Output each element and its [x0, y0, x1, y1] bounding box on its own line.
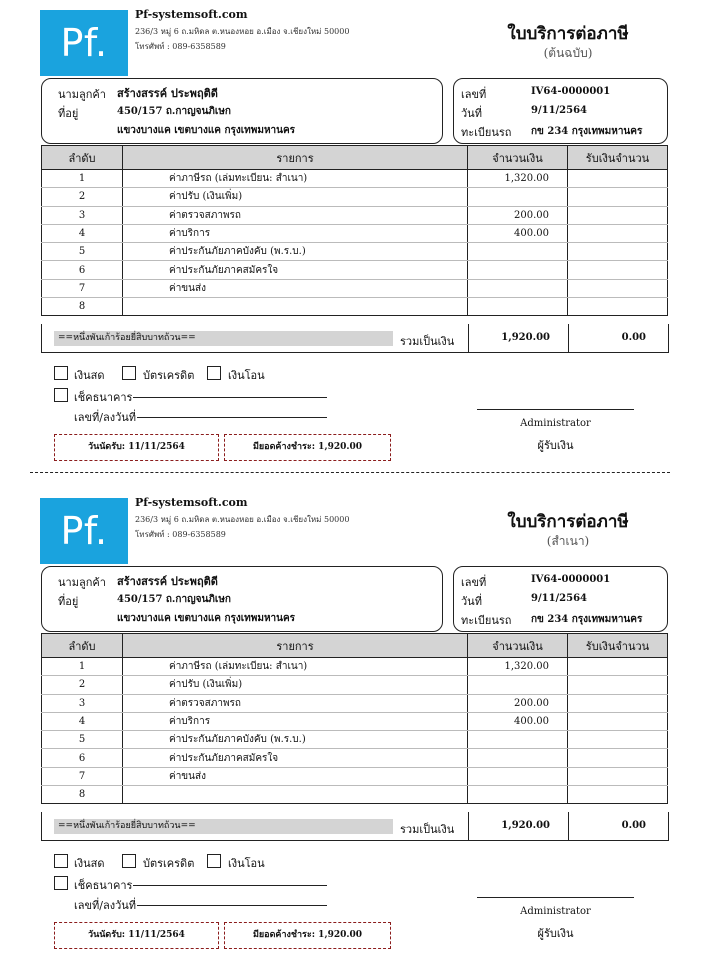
row-item: ค่าภาษีรถ (เล่มทะเบียน: สำเนา)	[123, 658, 468, 676]
copy-type: (ต้นฉบับ)	[543, 46, 593, 60]
outstanding-box: มียอดค้างชำระ: 1,920.00	[224, 922, 391, 949]
signer-name: Administrator	[520, 906, 591, 917]
row-received	[568, 749, 668, 767]
table-row	[42, 786, 668, 804]
row-received	[568, 206, 668, 224]
row-amount	[468, 243, 568, 261]
row-number: 6	[42, 749, 123, 767]
row-item: ค่าปรับ (เงินเพิ่ม)	[123, 188, 468, 206]
table-row	[42, 658, 668, 676]
customer-box	[41, 78, 443, 144]
document-title: ใบบริการต่อภาษี	[507, 512, 629, 532]
row-received	[568, 786, 668, 804]
cut-line	[30, 472, 670, 473]
row-amount: 1,320.00	[468, 170, 568, 188]
table-row	[42, 298, 668, 316]
company-name: Pf-systemsoft.com	[135, 496, 248, 509]
plate-label: ทะเบียนรถ	[461, 126, 512, 139]
company-phone: โทรศัพท์ : 089-6358589	[135, 42, 226, 51]
row-amount	[468, 261, 568, 279]
cheque-label: เช็คธนาคาร	[74, 879, 133, 892]
row-item	[123, 786, 468, 804]
row-item: ค่าตรวจสภาพรถ	[123, 206, 468, 224]
cash-label: เงินสด	[74, 857, 105, 870]
total-label: รวมเป็นเงิน	[400, 335, 455, 348]
plate-number: กข 234 กรุงเทพมหานคร	[531, 126, 643, 137]
invoice-number-label: เลขที่	[461, 88, 487, 101]
signer-role: ผู้รับเงิน	[537, 439, 574, 452]
invoice-info-box	[453, 78, 668, 144]
row-item	[123, 298, 468, 316]
row-number: 7	[42, 279, 123, 297]
customer-name: สร้างสรรค์ ประพฤติดี	[117, 575, 218, 588]
row-number: 8	[42, 786, 123, 804]
row-received	[568, 712, 668, 730]
row-received	[568, 243, 668, 261]
outstanding-box: มียอดค้างชำระ: 1,920.00	[224, 434, 391, 461]
customer-address-line1: 450/157 ถ.กาญจนภิเษก	[117, 106, 231, 117]
row-item: ค่าขนส่ง	[123, 279, 468, 297]
total-amount: 1,920.00	[468, 324, 568, 352]
cheque-bank-line[interactable]	[133, 885, 327, 886]
table-row	[42, 170, 668, 188]
row-number: 3	[42, 206, 123, 224]
plate-label: ทะเบียนรถ	[461, 614, 512, 627]
row-received	[568, 224, 668, 242]
row-amount	[468, 731, 568, 749]
amount-in-words: ==หนึ่งพันเก้าร้อยยี่สิบบาทถ้วน==	[54, 819, 393, 834]
header-amount: จำนวนเงิน	[468, 634, 568, 658]
row-received	[568, 694, 668, 712]
totals-row	[41, 324, 669, 353]
row-number: 6	[42, 261, 123, 279]
row-item: ค่าขนส่ง	[123, 767, 468, 785]
header-item: รายการ	[123, 146, 468, 170]
cash-checkbox[interactable]	[54, 854, 68, 868]
row-amount	[468, 188, 568, 206]
customer-address-label: ที่อยู่	[58, 107, 79, 120]
plate-number: กข 234 กรุงเทพมหานคร	[531, 614, 643, 625]
company-logo: Pf.	[40, 10, 128, 76]
cheque-ref-label: เลขที่/ลงวันที่	[74, 411, 137, 424]
header-amount: จำนวนเงิน	[468, 146, 568, 170]
signer-name: Administrator	[520, 418, 591, 429]
row-item: ค่าประกันภัยภาคบังคับ (พ.ร.บ.)	[123, 731, 468, 749]
transfer-label: เงินโอน	[228, 369, 265, 382]
row-amount	[468, 676, 568, 694]
credit-card-checkbox[interactable]	[122, 854, 136, 868]
row-item: ค่าปรับ (เงินเพิ่ม)	[123, 676, 468, 694]
row-received	[568, 731, 668, 749]
table-row	[42, 749, 668, 767]
row-received	[568, 279, 668, 297]
invoice-number-label: เลขที่	[461, 576, 487, 589]
row-number: 4	[42, 224, 123, 242]
row-number: 5	[42, 731, 123, 749]
table-row	[42, 676, 668, 694]
row-received	[568, 676, 668, 694]
cheque-checkbox[interactable]	[54, 876, 68, 890]
amount-in-words: ==หนึ่งพันเก้าร้อยยี่สิบบาทถ้วน==	[54, 331, 393, 346]
row-amount: 400.00	[468, 224, 568, 242]
row-amount	[468, 786, 568, 804]
row-received	[568, 767, 668, 785]
row-number: 2	[42, 188, 123, 206]
cash-checkbox[interactable]	[54, 366, 68, 380]
table-row	[42, 243, 668, 261]
row-number: 7	[42, 767, 123, 785]
table-row	[42, 767, 668, 785]
header-received: รับเงินจำนวน	[568, 634, 668, 658]
header-item: รายการ	[123, 634, 468, 658]
row-amount	[468, 767, 568, 785]
row-item: ค่าประกันภัยภาคสมัครใจ	[123, 749, 468, 767]
row-amount: 200.00	[468, 206, 568, 224]
credit-card-label: บัตรเครดิต	[143, 857, 195, 870]
row-item: ค่าตรวจสภาพรถ	[123, 694, 468, 712]
row-number: 1	[42, 170, 123, 188]
row-item: ค่าบริการ	[123, 224, 468, 242]
row-amount: 1,320.00	[468, 658, 568, 676]
invoice-number: IV64-0000001	[531, 86, 611, 97]
row-number: 8	[42, 298, 123, 316]
receipt-original	[0, 0, 704, 470]
cheque-checkbox[interactable]	[54, 388, 68, 402]
row-received	[568, 298, 668, 316]
appointment-box: วันนัดรับ: 11/11/2564	[54, 434, 219, 461]
transfer-checkbox[interactable]	[207, 854, 221, 868]
table-row	[42, 694, 668, 712]
row-item: ค่าบริการ	[123, 712, 468, 730]
appointment-box: วันนัดรับ: 11/11/2564	[54, 922, 219, 949]
total-amount: 1,920.00	[468, 812, 568, 840]
cash-label: เงินสด	[74, 369, 105, 382]
header-no: ลำดับ	[42, 146, 123, 170]
row-amount	[468, 279, 568, 297]
table-row	[42, 188, 668, 206]
invoice-number: IV64-0000001	[531, 574, 611, 585]
items-table	[41, 633, 668, 804]
customer-address-line1: 450/157 ถ.กาญจนภิเษก	[117, 594, 231, 605]
row-number: 5	[42, 243, 123, 261]
company-logo: Pf.	[40, 498, 128, 564]
totals-row	[41, 812, 669, 841]
total-received: 0.00	[568, 324, 668, 352]
items-table	[41, 145, 668, 316]
customer-address-line2: แขวงบางแค เขตบางแค กรุงเทพมหานคร	[117, 125, 296, 136]
row-received	[568, 188, 668, 206]
signature-line	[477, 897, 634, 898]
customer-address-label: ที่อยู่	[58, 595, 79, 608]
invoice-date-label: วันที่	[461, 107, 482, 120]
transfer-label: เงินโอน	[228, 857, 265, 870]
signature-line	[477, 409, 634, 410]
row-number: 2	[42, 676, 123, 694]
company-name: Pf-systemsoft.com	[135, 8, 248, 21]
invoice-date-label: วันที่	[461, 595, 482, 608]
customer-name: สร้างสรรค์ ประพฤติดี	[117, 87, 218, 100]
table-row	[42, 279, 668, 297]
row-number: 4	[42, 712, 123, 730]
row-item: ค่าประกันภัยภาคสมัครใจ	[123, 261, 468, 279]
row-number: 1	[42, 658, 123, 676]
cheque-ref-label: เลขที่/ลงวันที่	[74, 899, 137, 912]
company-address: 236/3 หมู่ 6 ถ.มหิดล ต.หนองหอย อ.เมือง จ.เชียงใหม่ 50000	[135, 515, 350, 524]
row-received	[568, 261, 668, 279]
total-received: 0.00	[568, 812, 668, 840]
invoice-date: 9/11/2564	[531, 593, 588, 604]
company-phone: โทรศัพท์ : 089-6358589	[135, 530, 226, 539]
total-label: รวมเป็นเงิน	[400, 823, 455, 836]
credit-card-label: บัตรเครดิต	[143, 369, 195, 382]
company-address: 236/3 หมู่ 6 ถ.มหิดล ต.หนองหอย อ.เมือง จ.เชียงใหม่ 50000	[135, 27, 350, 36]
row-amount: 400.00	[468, 712, 568, 730]
table-row	[42, 731, 668, 749]
row-amount	[468, 749, 568, 767]
row-number: 3	[42, 694, 123, 712]
row-received	[568, 170, 668, 188]
row-received	[568, 658, 668, 676]
header-no: ลำดับ	[42, 634, 123, 658]
row-item: ค่าภาษีรถ (เล่มทะเบียน: สำเนา)	[123, 170, 468, 188]
cheque-ref-line[interactable]	[137, 417, 327, 418]
customer-box	[41, 566, 443, 632]
invoice-info-box	[453, 566, 668, 632]
table-row	[42, 224, 668, 242]
signer-role: ผู้รับเงิน	[537, 927, 574, 940]
customer-name-label: นามลูกค้า	[58, 88, 106, 101]
transfer-checkbox[interactable]	[207, 366, 221, 380]
document-title: ใบบริการต่อภาษี	[507, 24, 629, 44]
customer-address-line2: แขวงบางแค เขตบางแค กรุงเทพมหานคร	[117, 613, 296, 624]
row-amount	[468, 298, 568, 316]
row-item: ค่าประกันภัยภาคบังคับ (พ.ร.บ.)	[123, 243, 468, 261]
copy-type: (สำเนา)	[546, 534, 590, 548]
table-row	[42, 712, 668, 730]
row-amount: 200.00	[468, 694, 568, 712]
receipt-copy	[0, 488, 704, 958]
cheque-ref-line[interactable]	[137, 905, 327, 906]
cheque-bank-line[interactable]	[133, 397, 327, 398]
invoice-date: 9/11/2564	[531, 105, 588, 116]
cheque-label: เช็คธนาคาร	[74, 391, 133, 404]
customer-name-label: นามลูกค้า	[58, 576, 106, 589]
table-row	[42, 261, 668, 279]
table-row	[42, 206, 668, 224]
credit-card-checkbox[interactable]	[122, 366, 136, 380]
header-received: รับเงินจำนวน	[568, 146, 668, 170]
